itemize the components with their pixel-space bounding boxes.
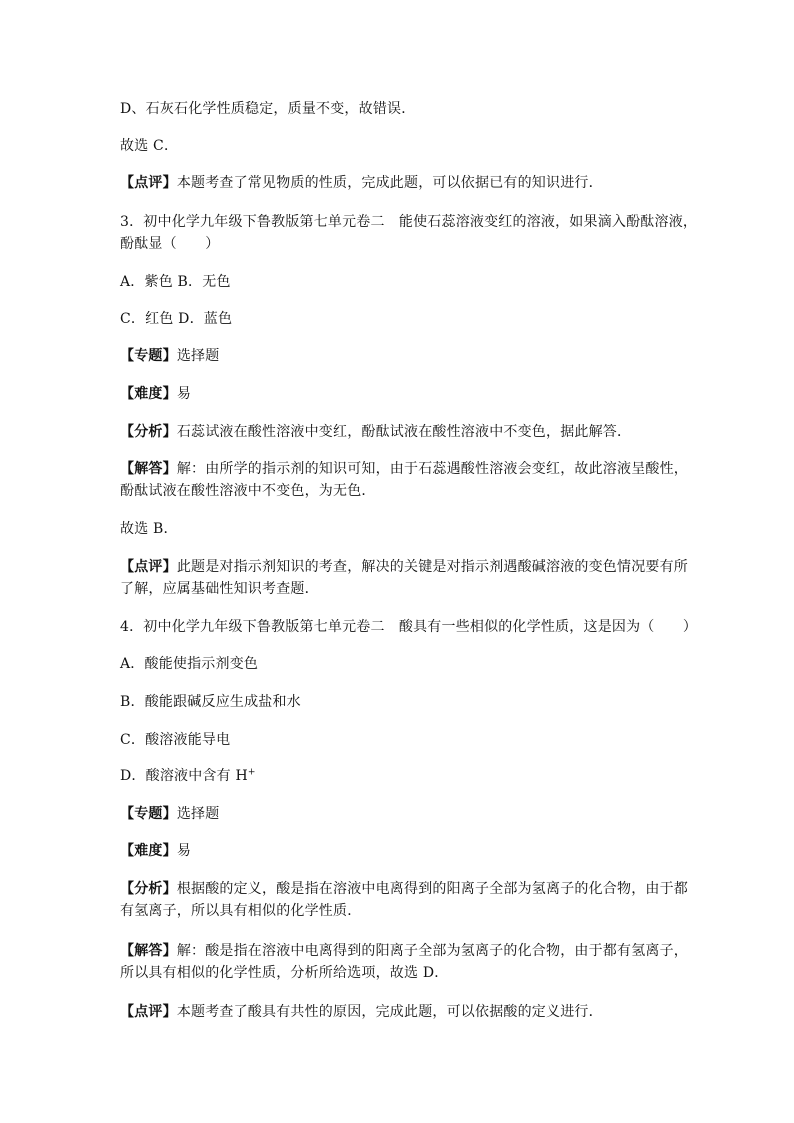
section-line-1: 解：由所学的指示剂的知识可知，由于石蕊遇酸性溶液会变红，故此溶液呈酸性， [176, 461, 689, 477]
text: 故选 B． [120, 521, 178, 537]
question-4-option-c [120, 729, 695, 751]
question-4-option-b [120, 691, 695, 713]
section-tag: 【点评】 [120, 1004, 177, 1020]
text: A．紫色 B．无色 [120, 274, 231, 290]
section-line-1: 解：酸是指在溶液中电离得到的阳离子全部为氢离子的化合物，由于都有氢离子， [176, 943, 689, 959]
text: D、石灰石化学性质稳定，质量不变，故错误． [120, 101, 416, 117]
section-text: 选择题 [176, 348, 220, 364]
difficulty-section [120, 840, 695, 862]
section-text: 易 [176, 843, 192, 859]
section-text: 石蕊试液在酸性溶液中变红，酚酞试液在酸性溶液中不变色，据此解答． [176, 424, 632, 440]
section-tag: 【点评】 [120, 175, 177, 191]
section-text: 选择题 [176, 806, 220, 822]
answer-option-d-explanation [120, 98, 695, 120]
section-tag: 【分析】 [120, 424, 177, 440]
text: 4．初中化学九年级下鲁教版第七单元卷二 酸具有一些相似的化学性质，这是因为（ ） [120, 619, 698, 635]
question-4-stem [120, 616, 698, 638]
comment-section [120, 1001, 695, 1023]
section-text: 易 [176, 386, 192, 402]
text: 故选 C． [120, 138, 179, 154]
topic-section [120, 803, 695, 825]
section-line-1: 根据酸的定义，酸是指在溶液中电离得到的阳离子全部为氢离子的化合物，由于都 [176, 881, 689, 897]
topic-section [120, 345, 695, 367]
section-line-2: 了解，应属基础性知识考查题． [120, 581, 319, 597]
analysis-section [120, 421, 695, 443]
section-tag: 【难度】 [120, 843, 177, 859]
solution-section [120, 458, 695, 502]
section-tag: 【专题】 [120, 348, 177, 364]
comment-section [120, 556, 695, 600]
question-line-1: 3．初中化学九年级下鲁教版第七单元卷二 能使石蕊溶液变红的溶液，如果滴入酚酞溶液， [120, 214, 698, 230]
question-3-stem [120, 211, 698, 255]
analysis-section [120, 878, 695, 922]
section-tag: 【分析】 [120, 881, 177, 897]
text: C．红色 D．蓝色 [120, 311, 233, 327]
section-text: 本题考查了酸具有共性的原因，完成此题，可以依据酸的定义进行． [176, 1004, 603, 1020]
question-3-options-ab [120, 271, 695, 293]
superscript-plus: + [247, 767, 256, 778]
section-tag: 【解答】 [120, 943, 177, 959]
section-line-2: 有氢离子，所以具有相似的化学性质． [120, 903, 362, 919]
question-4-option-d [120, 765, 695, 787]
solution-section [120, 940, 695, 984]
section-line-2: 酚酞试液在酸性溶液中不变色，为无色． [120, 483, 376, 499]
section-tag: 【难度】 [120, 386, 177, 402]
question-3-options-cd [120, 308, 695, 330]
section-line-1: 此题是对指示剂知识的考查，解决的关键是对指示剂遇酸碱溶液的变色情况要有所 [176, 559, 689, 575]
section-tag: 【解答】 [120, 461, 177, 477]
text: A．酸能使指示剂变色 [120, 656, 259, 672]
comment-section [120, 172, 695, 194]
section-tag: 【点评】 [120, 559, 177, 575]
question-4-option-a [120, 653, 695, 675]
text: C．酸溶液能导电 [120, 732, 231, 748]
difficulty-section [120, 383, 695, 405]
answer-choice-line [120, 135, 695, 157]
section-tag: 【专题】 [120, 806, 177, 822]
text: B．酸能跟碱反应生成盐和水 [120, 694, 301, 710]
section-text: 本题考查了常见物质的性质，完成此题，可以依据已有的知识进行． [176, 175, 603, 191]
question-line-2: 酚酞显（ ） [120, 236, 220, 252]
answer-choice-line [120, 518, 695, 540]
section-line-2: 所以具有相似的化学性质，分析所给选项，故选 D． [120, 965, 449, 981]
text: D．酸溶液中含有 H [120, 768, 248, 784]
